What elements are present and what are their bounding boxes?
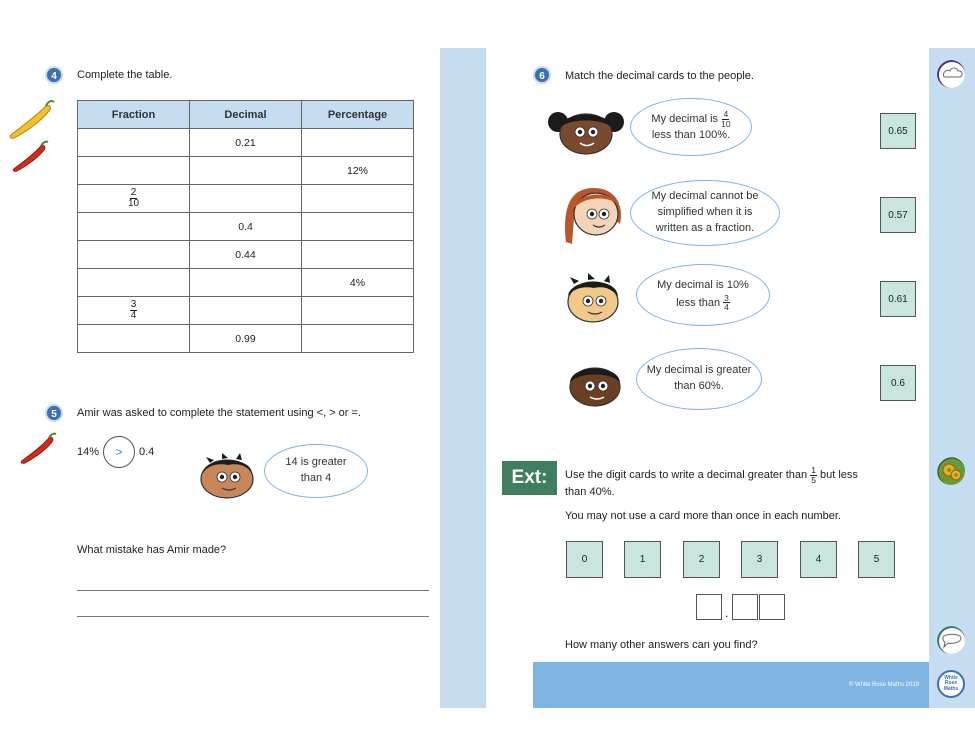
white-rose-maths-logo: White Rose Maths xyxy=(937,670,965,698)
red-chilli-icon xyxy=(18,430,58,464)
fraction-cell[interactable] xyxy=(78,213,190,241)
table-row xyxy=(78,325,414,353)
speech-icon xyxy=(937,626,965,654)
table-row xyxy=(78,129,414,157)
speech-bubble-3-text: My decimal is 10% less than $\frac{3}{4}$ xyxy=(657,279,749,313)
table-row xyxy=(78,185,414,213)
amir-speech-bubble xyxy=(264,444,368,498)
question-6-prompt: Match the decimal cards to the people. xyxy=(565,70,754,82)
extension-prompt: Use the digit cards to write a decimal greater than $\frac{1}{5}$ but less than 40%. xyxy=(565,465,858,498)
fraction-cell xyxy=(78,297,190,325)
thought-cloud-icon xyxy=(937,60,965,88)
speech-bubble-3 xyxy=(636,264,770,326)
comparison-left-value: 14% xyxy=(77,446,100,458)
decimal-cell[interactable] xyxy=(190,185,302,213)
question-5-number: 5 xyxy=(45,404,63,422)
fraction-value: $\frac{2}{10}$ xyxy=(127,187,140,209)
page-gutter xyxy=(440,48,486,708)
percentage-cell[interactable] xyxy=(302,241,414,269)
answer-box[interactable] xyxy=(732,594,758,620)
header-percentage: Percentage xyxy=(302,101,414,129)
fraction-cell xyxy=(78,185,190,213)
speech-bubble-2 xyxy=(630,180,780,246)
speech-bubble-2-text: My decimal cannot be simplified when it is written as a fraction. xyxy=(651,190,759,234)
fraction-value: $\frac{4}{10}$ xyxy=(721,109,731,129)
fraction-cell[interactable] xyxy=(78,129,190,157)
digit-card[interactable]: 2 xyxy=(683,541,720,578)
fraction-decimal-percentage-table xyxy=(77,100,414,353)
header-fraction: Fraction xyxy=(78,101,190,129)
extension-question: How many other answers can you find? xyxy=(565,639,758,651)
question-6-number: 6 xyxy=(533,66,551,84)
fraction-cell[interactable] xyxy=(78,241,190,269)
speech-bubble-4-text: My decimal is greater than 60%. xyxy=(646,364,752,392)
amir-speech-text: 14 is greater than 4 xyxy=(285,456,347,484)
fraction-cell[interactable] xyxy=(78,325,190,353)
answer-line[interactable] xyxy=(77,590,429,591)
percentage-cell[interactable] xyxy=(302,297,414,325)
footer-bar xyxy=(533,662,929,708)
percentage-cell[interactable] xyxy=(302,325,414,353)
decimal-cell: 0.21 xyxy=(190,129,302,157)
digit-card[interactable]: 5 xyxy=(858,541,895,578)
header-decimal: Decimal xyxy=(190,101,302,129)
table-row xyxy=(78,241,414,269)
extension-rule: You may not use a card more than once in each number. xyxy=(565,510,841,522)
decimal-cell[interactable] xyxy=(190,157,302,185)
decimal-cell: 0.99 xyxy=(190,325,302,353)
extension-label: Ext: xyxy=(502,461,557,495)
speech-bubble-1 xyxy=(630,98,752,156)
copyright-text: © White Rose Maths 2019 xyxy=(848,682,919,688)
question-4-prompt: Complete the table. xyxy=(77,69,173,81)
decimal-card[interactable]: 0.61 xyxy=(880,281,916,317)
decimal-cell: 0.4 xyxy=(190,213,302,241)
decimal-card[interactable]: 0.57 xyxy=(880,197,916,233)
table-row xyxy=(78,269,414,297)
yellow-chilli-icon xyxy=(6,98,56,140)
table-row xyxy=(78,157,414,185)
table-row xyxy=(78,297,414,325)
table-row xyxy=(78,213,414,241)
percentage-cell[interactable] xyxy=(302,213,414,241)
percentage-cell[interactable] xyxy=(302,129,414,157)
right-margin-strip xyxy=(929,48,975,708)
answer-box[interactable] xyxy=(696,594,722,620)
fraction-value: $\frac{1}{5}$ xyxy=(811,465,816,485)
digit-card[interactable]: 1 xyxy=(624,541,661,578)
decimal-cell[interactable] xyxy=(190,269,302,297)
decimal-point: . xyxy=(725,606,729,620)
red-hair-girl-face-icon xyxy=(562,184,624,246)
decimal-card[interactable]: 0.65 xyxy=(880,113,916,149)
digit-card[interactable]: 4 xyxy=(800,541,837,578)
fraction-value: $\frac{3}{4}$ xyxy=(130,299,137,321)
question-5-followup: What mistake has Amir made? xyxy=(77,544,227,556)
boy-face-icon xyxy=(198,451,256,499)
boy-face-icon xyxy=(564,272,622,324)
fraction-cell[interactable] xyxy=(78,269,190,297)
percentage-cell[interactable] xyxy=(302,185,414,213)
gears-icon xyxy=(937,457,965,485)
percentage-cell: 4% xyxy=(302,269,414,297)
speech-bubble-4 xyxy=(636,348,762,410)
decimal-card[interactable]: 0.6 xyxy=(880,365,916,401)
digit-card[interactable]: 3 xyxy=(741,541,778,578)
girl-face-icon xyxy=(546,104,626,156)
decimal-cell: 0.44 xyxy=(190,241,302,269)
answer-box[interactable] xyxy=(759,594,785,620)
decimal-cell[interactable] xyxy=(190,297,302,325)
digit-card[interactable]: 0 xyxy=(566,541,603,578)
question-4-number: 4 xyxy=(45,66,63,84)
fraction-cell[interactable] xyxy=(78,157,190,185)
comparison-symbol: > xyxy=(103,436,135,468)
fraction-value: $\frac{3}{4}$ xyxy=(724,292,729,313)
red-chilli-icon xyxy=(10,138,50,174)
percentage-cell: 12% xyxy=(302,157,414,185)
answer-line[interactable] xyxy=(77,616,429,617)
question-5-prompt: Amir was asked to complete the statement using <, > or =. xyxy=(77,407,362,419)
boy-face-icon xyxy=(566,360,624,408)
comparison-right-value: 0.4 xyxy=(139,446,155,458)
speech-bubble-1-text: My decimal is $\frac{4}{10}$ less than 100%. xyxy=(651,109,731,142)
